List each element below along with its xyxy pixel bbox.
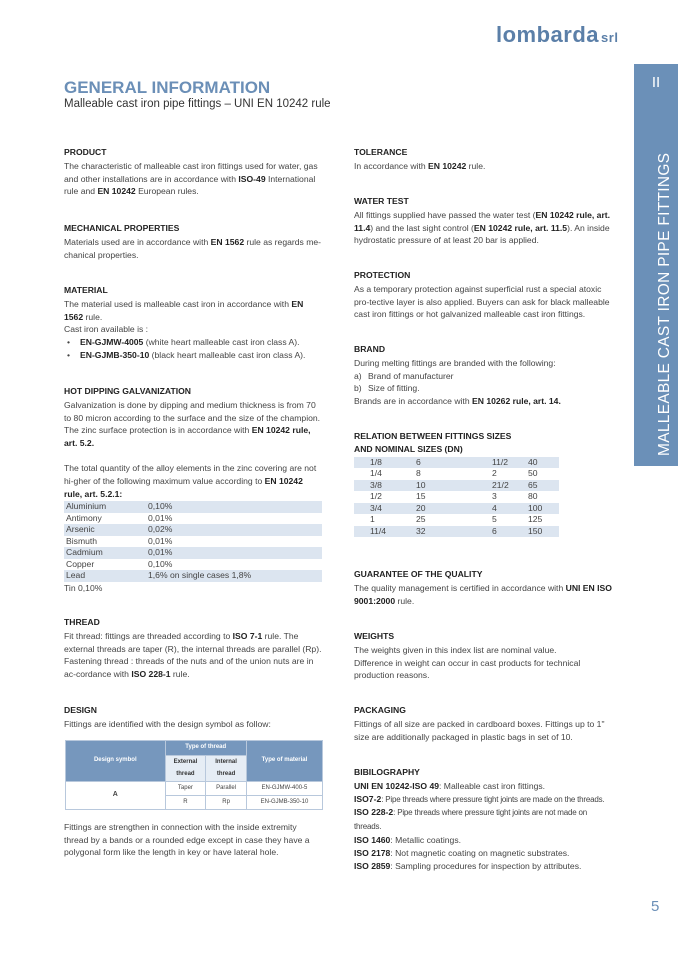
- brand-text: [354, 395, 613, 408]
- table-row: [64, 547, 322, 559]
- protection-heading: PROTECTION: [354, 270, 411, 280]
- size-inch: 1/4: [370, 468, 382, 479]
- water-test-text: [354, 209, 613, 247]
- material-desc: (black heart malleable cast iron class A).: [149, 349, 306, 360]
- alloy-value: 0,02%: [146, 524, 322, 536]
- water-test-t3: ). An inside hydrostatic pressure of at least 20 bar is applied.: [354, 222, 610, 246]
- tolerance-text: [354, 160, 613, 173]
- table-row: [64, 501, 322, 513]
- cell-material: EN-GJMW-400-5: [246, 782, 322, 796]
- packaging-heading: PACKAGING: [354, 705, 406, 715]
- bib-text: : Sampling procedures for inspection by attributes.: [390, 860, 582, 871]
- size-dn: 125: [528, 514, 543, 525]
- table-row: [64, 536, 322, 548]
- quality-t1: The quality management is certified in accordance with: [354, 582, 566, 593]
- bib-text: : Pipe threads where pressure tight joints are made on the threads.: [381, 794, 605, 804]
- table-row: [354, 457, 559, 469]
- galvanization-text2: [64, 424, 322, 450]
- mechanical-b1: EN 1562: [210, 236, 245, 247]
- material-code: EN-GJMB-350-10: [80, 349, 150, 360]
- page-subtitle: Malleable cast iron pipe fittings – UNI EN 10242 rule: [64, 98, 331, 110]
- size-dn: 6: [416, 457, 492, 469]
- product-text: [64, 160, 322, 198]
- table-row: [64, 559, 322, 571]
- quality-b1: UNI EN ISO 9001:2000: [354, 582, 612, 606]
- sizes-table: [354, 457, 559, 538]
- design-heading: DESIGN: [64, 705, 97, 715]
- thread-b3: ISO 228-1: [131, 669, 171, 680]
- thread-t1: Fit thread: fittings are threaded according to: [64, 630, 233, 641]
- alloy-name: Bismuth: [66, 535, 98, 546]
- weights-heading: WEIGHTS: [354, 631, 395, 641]
- quality-text: [354, 582, 613, 608]
- galvanization-t3: The total quantity of the alloy elements in the zinc covering are not hi-gher of the following maximum value according to: [64, 462, 317, 486]
- mechanical-text: [64, 236, 322, 262]
- section-galvanization: [64, 385, 322, 595]
- list-item: [354, 847, 613, 860]
- brand-t1: Brands are in accordance with: [354, 396, 472, 407]
- list-item: [64, 336, 322, 349]
- bib-code: UNI EN 10242-ISO 49: [354, 780, 440, 791]
- bib-code: ISO7-2: [354, 793, 382, 804]
- alloy-value: 0,01%: [148, 512, 173, 523]
- mechanical-heading: MECHANICAL PROPERTIES: [64, 223, 180, 233]
- water-test-heading: WATER TEST: [354, 196, 409, 206]
- size-inch: 1: [370, 514, 375, 525]
- size-inch: 6: [492, 526, 528, 538]
- page-title: GENERAL INFORMATION: [64, 78, 271, 97]
- logo-name: lombarda: [496, 22, 600, 47]
- size-inch: 3/8: [354, 480, 416, 492]
- bib-code: ISO 2178: [354, 847, 391, 858]
- bib-text: : Malleable cast iron fittings.: [439, 780, 546, 791]
- product-t1: The characteristic of malleable cast iron fittings used for water, gas and other installations are in accordance with: [64, 160, 318, 184]
- section-bibliography: [354, 766, 613, 872]
- material-list: [64, 336, 322, 362]
- section-protection: [354, 269, 613, 321]
- relation-heading-2: AND NOMINAL SIZES (DN): [354, 443, 463, 454]
- material-t1: The material used is malleable cast iron in accordance with: [64, 298, 292, 309]
- cell-internal: Rp: [206, 795, 247, 809]
- product-t3: European rules.: [135, 186, 199, 197]
- brand-item-text: Size of fitting.: [368, 383, 420, 394]
- brand-item-label: a): [354, 370, 362, 381]
- table-row: [354, 468, 559, 480]
- size-inch: 21/2: [492, 480, 528, 492]
- brand-intro: During melting fittings are branded with the following:: [354, 357, 556, 368]
- header-internal-thread: Internal thread: [206, 755, 247, 782]
- table-row: [66, 782, 323, 796]
- size-inch: 1/8: [354, 457, 416, 469]
- section-thread: [64, 616, 322, 681]
- galvanization-text3: [64, 462, 322, 500]
- brand-heading: BRAND: [354, 344, 386, 354]
- header-type-of-material: Type of material: [246, 740, 322, 782]
- table-row: [354, 480, 559, 492]
- section-relation-sizes: [354, 430, 613, 537]
- thread-t4: rule.: [170, 669, 190, 680]
- thread-t2: rule. The external threads are taper (R), the internal threads are parallel (Rp).: [64, 630, 322, 654]
- tolerance-b1: EN 10242: [428, 160, 467, 171]
- product-b1: ISO-49: [238, 173, 266, 184]
- section-tolerance: [354, 146, 613, 173]
- material-text: [64, 298, 322, 324]
- product-heading: PRODUCT: [64, 147, 107, 157]
- table-row: [66, 740, 323, 755]
- alloy-value: 0,01%: [148, 535, 173, 546]
- alloy-name: Copper: [66, 558, 95, 569]
- list-item: [354, 382, 613, 395]
- bib-text: : Pipe threads where pressure tight joints are not made on threads.: [354, 808, 588, 832]
- section-number: II: [651, 74, 661, 91]
- header-external-thread: External thread: [165, 755, 206, 782]
- table-row: [354, 491, 559, 503]
- alloy-value: 1,6% on single cases 1,8%: [146, 570, 322, 582]
- size-inch: 3/4: [354, 503, 416, 515]
- mechanical-t1: Materials used are in accordance with: [64, 236, 211, 247]
- section-design: [64, 704, 322, 859]
- list-item: [354, 806, 613, 834]
- galvanization-t2: The zinc surface protection is in accordance with: [64, 425, 252, 436]
- size-dn: 15: [416, 491, 426, 502]
- list-item: [354, 860, 613, 873]
- alloy-name: Lead: [64, 570, 146, 582]
- section-brand: [354, 343, 613, 408]
- thread-heading: THREAD: [64, 617, 100, 627]
- material-code: EN-GJMW-4005: [80, 337, 144, 348]
- section-quality: [354, 568, 613, 607]
- size-inch: 5: [492, 514, 497, 525]
- cell-material: EN-GJMB-350-10: [246, 795, 322, 809]
- brand-item-label: b): [354, 383, 362, 394]
- table-row: [354, 526, 559, 538]
- bib-code: ISO 2859: [354, 860, 391, 871]
- size-inch: 1/2: [370, 491, 382, 502]
- table-row: [64, 524, 322, 536]
- section-material: [64, 284, 322, 362]
- section-weights: [354, 630, 613, 682]
- size-dn: 32: [416, 526, 492, 538]
- thread-t3: Fastening thread : threads of the nuts and of the union nuts are in ac-cordance with: [64, 656, 314, 680]
- galvanization-heading: HOT DIPPING GALVANIZATION: [64, 386, 191, 396]
- tolerance-heading: TOLERANCE: [354, 147, 408, 157]
- header-type-of-thread: Type of thread: [165, 740, 246, 755]
- size-dn: 100: [528, 503, 559, 515]
- alloy-value: 0,01%: [146, 547, 322, 559]
- table-row: [354, 514, 559, 526]
- size-inch: 11/2: [492, 457, 528, 469]
- galvanization-text1: Galvanization is done by dipping and medium thickness is from 70 to 80 micron according to the surface and the size of the champion.: [64, 399, 321, 423]
- size-inch: 11/4: [354, 526, 416, 538]
- alloy-table: [64, 501, 322, 582]
- brand-item-text: Brand of manufacturer: [368, 370, 454, 381]
- water-test-t1: All fittings supplied have passed the water test (: [354, 209, 536, 220]
- material-b1: EN 1562: [64, 298, 304, 322]
- section-packaging: [354, 704, 613, 743]
- product-b2: EN 10242: [97, 186, 136, 197]
- brand-b1: EN 10262 rule, art. 14.: [472, 396, 561, 407]
- alloy-name: Antimony: [66, 512, 102, 523]
- list-item: [64, 349, 322, 362]
- material-line2: Cast iron available is :: [64, 324, 149, 335]
- thread-b1: ISO 7-1: [232, 630, 263, 641]
- size-inch: 2: [492, 468, 497, 479]
- logo-suffix: srl: [601, 30, 619, 45]
- table-row: [64, 513, 322, 525]
- size-inch: 3: [492, 491, 497, 502]
- size-dn: 25: [416, 514, 426, 525]
- table-row: [354, 503, 559, 515]
- thread-text1: [64, 630, 322, 656]
- water-test-b2: EN 10242 rule, art. 11.5: [473, 222, 568, 233]
- list-item: [354, 793, 613, 807]
- size-dn: 40: [528, 457, 559, 469]
- design-table: [65, 740, 323, 810]
- alloy-value: 0,10%: [148, 558, 173, 569]
- alloy-name: Arsenic: [64, 524, 146, 536]
- list-item: [354, 370, 613, 383]
- relation-heading-1: RELATION BETWEEN FITTINGS SIZES: [354, 431, 512, 441]
- water-test-b1: EN 10242 rule, art. 11.4: [354, 209, 611, 233]
- size-dn: 80: [528, 491, 538, 502]
- quality-t2: rule.: [395, 595, 415, 606]
- packaging-text: Fittings of all size are packed in cardboard boxes. Fittings up to 1" size are additionally packaged in plastic bags in set of 10.: [354, 718, 605, 742]
- thread-text2: [64, 655, 322, 681]
- list-item: [354, 780, 613, 793]
- brand-logo: [496, 22, 618, 48]
- design-footer: Fittings are strengthen in connection with the inside extremity thread by a bands or a rounded edge except in case they have a polygonal form like the length in key or have lateral hole.: [64, 821, 310, 858]
- water-test-t2: ) and the last sight control (: [370, 222, 474, 233]
- galvanization-tin: Tin 0,10%: [64, 582, 103, 593]
- size-dn: 10: [416, 480, 492, 492]
- alloy-name: Aluminium: [64, 501, 146, 513]
- size-inch: 4: [492, 503, 528, 515]
- list-item: [354, 834, 613, 847]
- alloy-name: Cadmium: [64, 547, 146, 559]
- size-dn: 65: [528, 480, 559, 492]
- design-symbol-value: A: [66, 782, 166, 810]
- tolerance-t2: rule.: [466, 160, 486, 171]
- cell-external: R: [165, 795, 206, 809]
- bib-code: ISO 1460: [354, 834, 391, 845]
- protection-text: As a temporary protection against superficial rust a special atoxic pro-tective layer is also applied. Buyers can ask for black malleable cast iron fittings or hot galvanized malleable cast iron fittings.: [354, 283, 610, 320]
- cell-internal: Parallel: [206, 782, 247, 796]
- material-desc: (white heart malleable cast iron class A).: [143, 337, 300, 348]
- bib-text: : Metallic coatings.: [390, 834, 462, 845]
- section-product: [64, 146, 322, 198]
- design-intro: Fittings are identified with the design symbol as follow:: [64, 718, 271, 729]
- quality-heading: GUARANTEE OF THE QUALITY: [354, 569, 483, 579]
- header-design-symbol: Design symbol: [66, 740, 166, 782]
- bib-text: : Not magnetic coating on magnetic substrates.: [390, 847, 570, 858]
- galvanization-b2: EN 10242 rule, art. 5.2.: [64, 425, 311, 449]
- section-sidebar: [634, 64, 678, 466]
- galvanization-b3: EN 10242 rule, art. 5.2.1:: [64, 475, 303, 499]
- cell-external: Taper: [165, 782, 206, 796]
- weights-line2: Difference in weight can occur in cast products for technical production reasons.: [354, 657, 581, 681]
- section-mechanical: [64, 222, 322, 261]
- section-title-vertical: MALLEABLE CAST IRON PIPE FITTINGS: [656, 152, 673, 456]
- alloy-value: 0,10%: [146, 501, 322, 513]
- section-water-test: [354, 195, 613, 247]
- bib-code: ISO 228-2: [354, 807, 394, 818]
- table-row: [64, 570, 322, 582]
- page-number: 5: [651, 898, 660, 915]
- size-dn: 8: [416, 468, 421, 479]
- product-t2: International rule and: [64, 173, 316, 197]
- material-t2: rule.: [83, 311, 103, 322]
- material-heading: MATERIAL: [64, 285, 108, 295]
- size-dn: 50: [528, 468, 538, 479]
- bibliography-heading: BIBILOGRAPHY: [354, 767, 420, 777]
- size-dn: 150: [528, 526, 559, 538]
- mechanical-t2: rule as regards me-chanical properties.: [64, 236, 322, 260]
- size-dn: 20: [416, 503, 492, 515]
- tolerance-t1: In accordance with: [354, 160, 429, 171]
- weights-line1: The weights given in this index list are nominal value.: [354, 644, 557, 655]
